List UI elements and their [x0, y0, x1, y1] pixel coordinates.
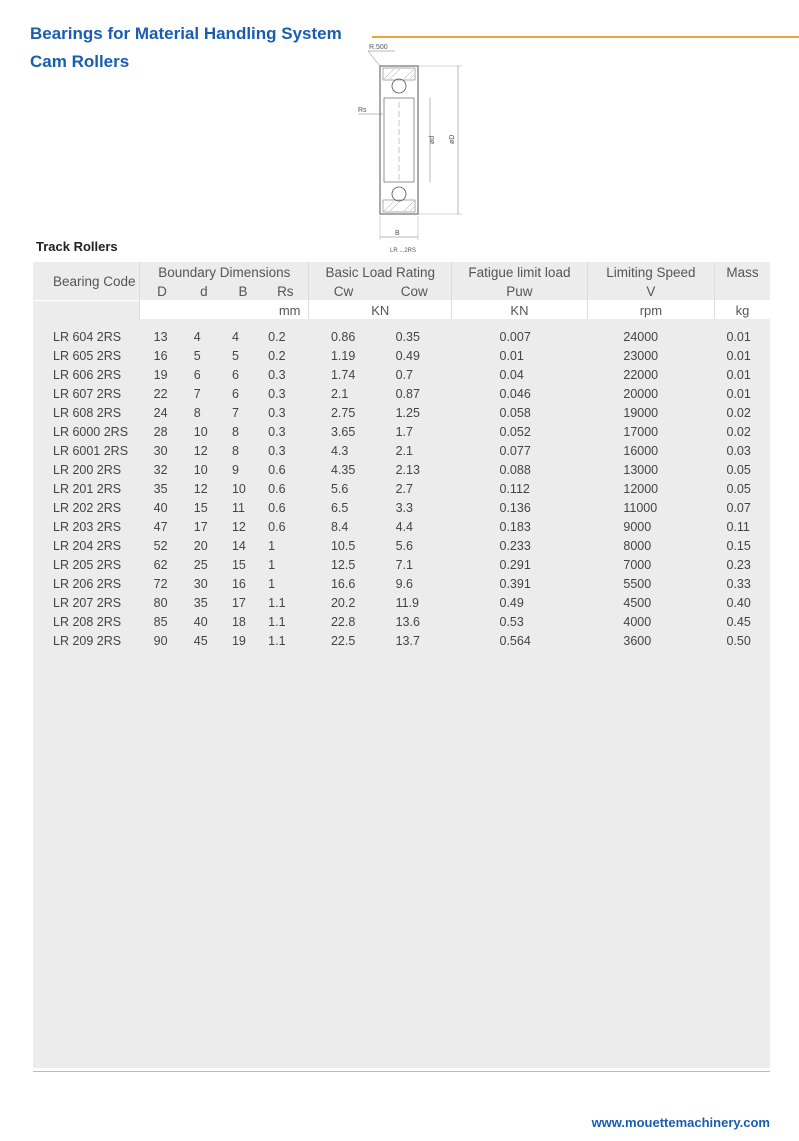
- cell-d: 12: [193, 443, 208, 458]
- section-title: Track Rollers: [36, 239, 118, 254]
- col-mass: Mass: [714, 262, 770, 282]
- cell-B: 8: [231, 424, 239, 439]
- table-row: [33, 479, 770, 498]
- track-rollers-table: [33, 262, 770, 650]
- cell-Rs: 0.3: [268, 443, 286, 458]
- table-row: [33, 536, 770, 555]
- cell-d: 15: [193, 500, 208, 515]
- cell-kg: 0.01: [726, 348, 751, 363]
- table-row: [33, 555, 770, 574]
- cell-V: 4500: [623, 595, 652, 610]
- col-B: B: [238, 283, 248, 299]
- col-Rs: Rs: [277, 283, 294, 299]
- cell-Rs: 0.3: [268, 367, 286, 382]
- cell-Puw: 0.291: [499, 557, 531, 572]
- cell-kg: 0.01: [726, 367, 751, 382]
- cell-kg: 0.23: [726, 557, 751, 572]
- cell-d: 10: [193, 424, 208, 439]
- diagram-inner-label: ød: [429, 135, 436, 144]
- bearing-diagram: [350, 40, 470, 255]
- col-d: d: [200, 283, 208, 299]
- cell-D: 40: [153, 500, 168, 515]
- cell-bearing-code: LR 6000 2RS: [53, 424, 129, 439]
- cell-kg: 0.45: [726, 614, 751, 629]
- cell-B: 10: [231, 481, 246, 496]
- cell-Puw: 0.53: [499, 614, 524, 629]
- cell-bearing-code: LR 200 2RS: [53, 462, 122, 477]
- diagram-caption: LR ...2RS: [390, 248, 417, 254]
- cell-D: 80: [153, 595, 168, 610]
- cell-bearing-code: LR 209 2RS: [53, 633, 122, 648]
- cell-D: 62: [153, 557, 168, 572]
- cell-Cw: 4.3: [330, 443, 349, 458]
- cell-B: 7: [231, 405, 239, 420]
- table-row: [33, 422, 770, 441]
- cell-bearing-code: LR 207 2RS: [53, 595, 122, 610]
- col-Puw: Puw: [452, 282, 588, 301]
- cell-B: 8: [231, 443, 239, 458]
- cell-Cw: 22.8: [330, 614, 356, 629]
- cell-V: 9000: [623, 519, 652, 534]
- cell-kg: 0.11: [726, 519, 750, 534]
- cell-Rs: 0.3: [268, 424, 286, 439]
- cell-kg: 0.01: [726, 386, 751, 401]
- cell-V: 23000: [623, 348, 659, 363]
- cell-Rs: 0.6: [268, 500, 286, 515]
- table-row: [33, 403, 770, 422]
- bottom-rule: [33, 1071, 770, 1072]
- cell-Cow: 0.87: [395, 386, 420, 401]
- table-row: [33, 460, 770, 479]
- cell-Cow: 7.1: [395, 557, 413, 572]
- cell-D: 13: [153, 329, 168, 344]
- cell-Puw: 0.01: [499, 348, 524, 363]
- cell-Puw: 0.077: [499, 443, 531, 458]
- cell-d: 7: [193, 386, 201, 401]
- cell-bearing-code: LR 205 2RS: [53, 557, 122, 572]
- cell-d: 30: [193, 576, 208, 591]
- cell-B: 4: [231, 329, 239, 344]
- cell-V: 12000: [623, 481, 659, 496]
- page-subtitle: Cam Rollers: [30, 52, 130, 71]
- cell-Puw: 0.391: [499, 576, 531, 591]
- cell-bearing-code: LR 605 2RS: [53, 348, 122, 363]
- col-limiting-speed: Limiting Speed: [587, 262, 714, 282]
- table-row: [33, 384, 770, 403]
- cell-V: 11000: [623, 500, 658, 515]
- cell-Puw: 0.046: [499, 386, 531, 401]
- cell-Cow: 9.6: [395, 576, 413, 591]
- cell-Cow: 0.7: [395, 367, 413, 382]
- cell-V: 22000: [623, 367, 659, 382]
- cell-bearing-code: LR 204 2RS: [53, 538, 122, 553]
- unit-code-empty: [33, 301, 140, 320]
- table-row: [33, 574, 770, 593]
- cell-bearing-code: LR 604 2RS: [53, 329, 122, 344]
- cell-Cw: 22.5: [330, 633, 356, 648]
- cell-bearing-code: LR 208 2RS: [53, 614, 122, 629]
- cell-Cw: 20.2: [330, 595, 356, 610]
- cell-D: 16: [153, 348, 168, 363]
- footer-website[interactable]: www.mouettemachinery.com: [591, 1115, 770, 1130]
- cell-Rs: 1.1: [268, 633, 286, 648]
- cell-kg: 0.01: [726, 329, 751, 344]
- cell-kg: 0.40: [726, 595, 751, 610]
- cell-B: 9: [231, 462, 239, 477]
- cell-D: 35: [153, 481, 168, 496]
- col-basic-load-rating: Basic Load Rating: [309, 262, 452, 282]
- cell-Cow: 2.7: [395, 481, 413, 496]
- cell-kg: 0.15: [726, 538, 751, 553]
- cell-bearing-code: LR 6001 2RS: [53, 443, 129, 458]
- cell-Cow: 11.9: [395, 595, 419, 610]
- cell-Puw: 0.052: [499, 424, 531, 439]
- cell-D: 52: [153, 538, 168, 553]
- table-row: [33, 593, 770, 612]
- cell-d: 5: [193, 348, 201, 363]
- table-row: [33, 631, 770, 650]
- cell-Rs: 0.6: [268, 462, 286, 477]
- cell-Cow: 5.6: [395, 538, 413, 553]
- cell-D: 90: [153, 633, 168, 648]
- cell-Puw: 0.49: [499, 595, 524, 610]
- cell-Rs: 0.3: [268, 386, 286, 401]
- cell-d: 20: [193, 538, 208, 553]
- cell-d: 10: [193, 462, 208, 477]
- cell-Cow: 1.7: [395, 424, 413, 439]
- cell-d: 40: [193, 614, 208, 629]
- cell-bearing-code: LR 606 2RS: [53, 367, 122, 382]
- cell-Cow: 0.35: [395, 329, 420, 344]
- unit-rpm: rpm: [587, 301, 714, 320]
- cell-Puw: 0.233: [499, 538, 531, 553]
- cell-Rs: 1: [268, 538, 276, 553]
- header-rule: [372, 36, 799, 38]
- cell-kg: 0.07: [726, 500, 751, 515]
- unit-kn-load: KN: [309, 301, 452, 320]
- cell-Rs: 0.3: [268, 405, 286, 420]
- page-title: Bearings for Material Handling System: [30, 24, 342, 43]
- cell-Puw: 0.183: [499, 519, 531, 534]
- cell-Cw: 1.19: [330, 348, 356, 363]
- cell-Puw: 0.007: [499, 329, 531, 344]
- cell-V: 20000: [623, 386, 659, 401]
- cell-Rs: 0.6: [268, 519, 286, 534]
- cell-Cow: 3.3: [395, 500, 413, 515]
- cell-Rs: 1: [268, 576, 276, 591]
- table-row: [33, 517, 770, 536]
- cell-Cw: 6.5: [330, 500, 349, 515]
- cell-B: 14: [231, 538, 246, 553]
- cell-Cw: 2.1: [330, 386, 349, 401]
- col-D: D: [140, 282, 184, 301]
- cell-d: 8: [193, 405, 201, 420]
- cell-V: 5500: [623, 576, 652, 591]
- cell-Puw: 0.088: [499, 462, 531, 477]
- cell-Cw: 4.35: [330, 462, 356, 477]
- cell-d: 12: [193, 481, 208, 496]
- cell-Puw: 0.136: [499, 500, 531, 515]
- col-fatigue-limit-load: Fatigue limit load: [452, 262, 588, 282]
- cell-B: 5: [231, 348, 239, 363]
- cell-Cw: 5.6: [330, 481, 349, 496]
- diagram-outer-label: øD: [449, 134, 456, 144]
- cell-kg: 0.02: [726, 424, 751, 439]
- cell-B: 18: [231, 614, 246, 629]
- cell-V: 16000: [623, 443, 659, 458]
- cell-B: 6: [231, 367, 239, 382]
- col-bearing-code: Bearing Code: [53, 273, 136, 289]
- diagram-rs-label: Rs: [358, 107, 367, 114]
- cell-Rs: 0.2: [268, 329, 286, 344]
- cell-Cw: 1.74: [330, 367, 356, 382]
- table-row: [33, 365, 770, 384]
- cell-Cow: 13.6: [395, 614, 420, 629]
- cell-B: 17: [231, 595, 246, 610]
- cell-D: 85: [153, 614, 168, 629]
- cell-Rs: 0.6: [268, 481, 286, 496]
- cell-D: 47: [153, 519, 168, 534]
- cell-d: 25: [193, 557, 208, 572]
- cell-Cow: 0.49: [395, 348, 420, 363]
- cell-V: 7000: [623, 557, 652, 572]
- col-Cw: Cw: [309, 282, 378, 301]
- cell-Cw: 10.5: [330, 538, 356, 553]
- cell-Cw: 3.65: [330, 424, 356, 439]
- cell-Cw: 0.86: [330, 329, 356, 344]
- cell-Cow: 13.7: [395, 633, 420, 648]
- cell-kg: 0.03: [726, 443, 751, 458]
- table-row: [33, 319, 770, 346]
- cell-B: 19: [231, 633, 246, 648]
- cell-Cw: 8.4: [330, 519, 349, 534]
- cell-d: 45: [193, 633, 208, 648]
- table-row: [33, 498, 770, 517]
- col-Cow: Cow: [400, 283, 428, 299]
- cell-Puw: 0.112: [499, 481, 530, 496]
- unit-kg: kg: [714, 301, 770, 320]
- diagram-width-label: B: [395, 230, 400, 237]
- cell-D: 32: [153, 462, 168, 477]
- cell-D: 22: [153, 386, 168, 401]
- cell-Cw: 2.75: [330, 405, 356, 420]
- table-body: [33, 319, 770, 650]
- cell-kg: 0.02: [726, 405, 751, 420]
- cell-kg: 0.05: [726, 462, 751, 477]
- cell-Cw: 12.5: [330, 557, 356, 572]
- cell-Rs: 1: [268, 557, 276, 572]
- table-row: [33, 612, 770, 631]
- cell-kg: 0.50: [726, 633, 751, 648]
- cell-D: 24: [153, 405, 168, 420]
- unit-mm: mm: [140, 301, 309, 320]
- cell-bearing-code: LR 206 2RS: [53, 576, 122, 591]
- cell-D: 28: [153, 424, 168, 439]
- cell-V: 13000: [623, 462, 659, 477]
- cell-V: 4000: [623, 614, 652, 629]
- cell-d: 6: [193, 367, 201, 382]
- cell-bearing-code: LR 203 2RS: [53, 519, 122, 534]
- cell-B: 6: [231, 386, 239, 401]
- col-boundary-dimensions: Boundary Dimensions: [140, 262, 309, 282]
- cell-D: 30: [153, 443, 168, 458]
- table-row: [33, 346, 770, 365]
- col-kg-empty: [714, 282, 770, 301]
- cell-Rs: 0.2: [268, 348, 286, 363]
- table-row: [33, 441, 770, 460]
- unit-kn-fatigue: KN: [452, 301, 588, 320]
- cell-bearing-code: LR 607 2RS: [53, 386, 122, 401]
- cell-Puw: 0.04: [499, 367, 524, 382]
- cell-Cow: 2.13: [395, 462, 420, 477]
- cell-V: 17000: [623, 424, 659, 439]
- cell-bearing-code: LR 202 2RS: [53, 500, 122, 515]
- col-V: V: [587, 282, 714, 301]
- cell-kg: 0.33: [726, 576, 751, 591]
- cell-D: 72: [153, 576, 168, 591]
- cell-V: 24000: [623, 329, 659, 344]
- cell-Puw: 0.058: [499, 405, 531, 420]
- cell-Cow: 2.1: [395, 443, 413, 458]
- cell-Cw: 16.6: [330, 576, 356, 591]
- cell-Cow: 1.25: [395, 405, 420, 420]
- cell-d: 17: [193, 519, 208, 534]
- cell-d: 35: [193, 595, 208, 610]
- cell-V: 19000: [623, 405, 659, 420]
- cell-B: 11: [231, 500, 245, 515]
- cell-D: 19: [153, 367, 168, 382]
- cell-B: 15: [231, 557, 246, 572]
- cell-V: 8000: [623, 538, 652, 553]
- diagram-radius-label: R.500: [369, 44, 388, 51]
- cell-Rs: 1.1: [268, 614, 286, 629]
- cell-B: 12: [231, 519, 246, 534]
- cell-Cow: 4.4: [395, 519, 413, 534]
- cell-Puw: 0.564: [499, 633, 531, 648]
- cell-B: 16: [231, 576, 246, 591]
- cell-V: 3600: [623, 633, 652, 648]
- cell-d: 4: [193, 329, 201, 344]
- cell-bearing-code: LR 201 2RS: [53, 481, 122, 496]
- cell-bearing-code: LR 608 2RS: [53, 405, 122, 420]
- cell-kg: 0.05: [726, 481, 751, 496]
- cell-Rs: 1.1: [268, 595, 286, 610]
